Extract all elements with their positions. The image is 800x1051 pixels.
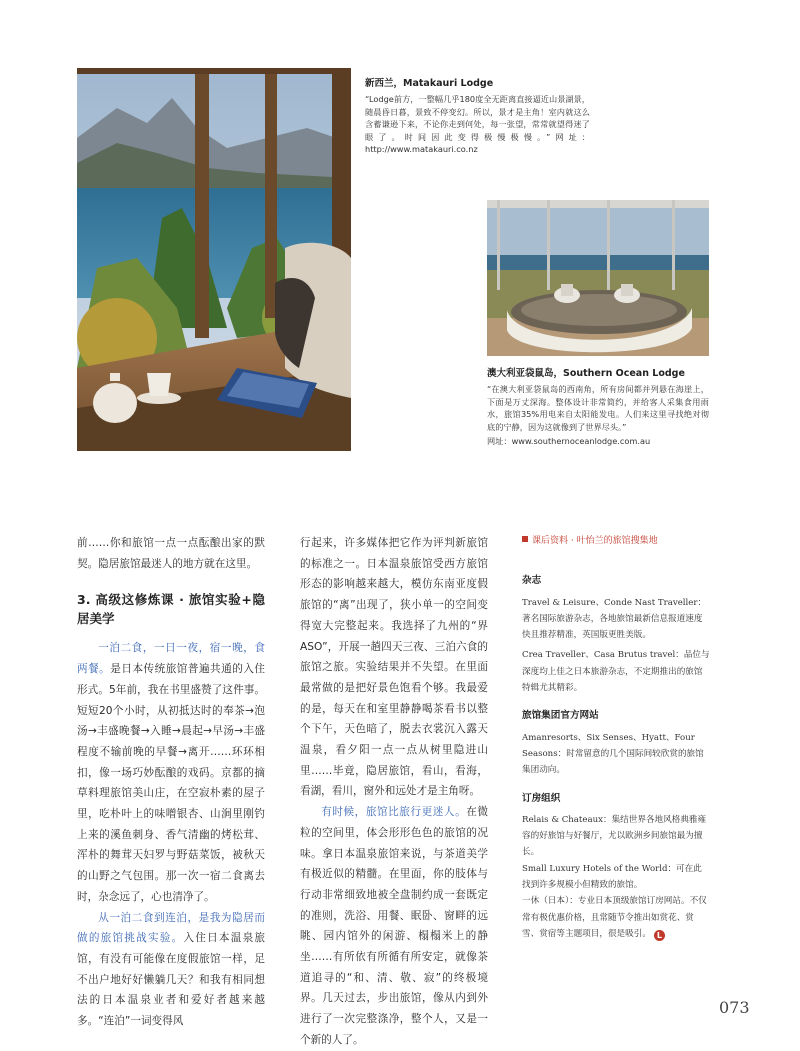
square-bullet-icon bbox=[522, 536, 528, 542]
paragraph-text: 入住日本温泉旅馆，有没有可能像在度假旅馆一样，足不出户地好好懒躺几天？和我有相同想法的日本温泉业者和爱好者越来越多。“连泊”一词变得风 bbox=[77, 932, 266, 1028]
lounge-illustration bbox=[487, 200, 709, 356]
paragraph bbox=[300, 802, 488, 1050]
caption-title: 澳大利亚袋鼠岛，Southern Ocean Lodge bbox=[487, 368, 685, 379]
article-column-1 bbox=[77, 533, 265, 1032]
caption-body: “Lodge前方，一整幅几乎180度全无距离直接逼近山景湖景，随晨昏日暮，景致不停变幻。所以，景才是主角！室内就这么含蓄谦逊下来，不论你走到何处，每一张望，常常就望得迷了眼了。时间因此变得极慢极慢。”网址：http://www.matakauri.co.nz bbox=[365, 94, 590, 155]
sidebar-item: Relais & Chateaux：集结世界各地风格典雅雍容的好旅馆与好餐厅，尤以欧洲乡间旅馆最为擅长。 bbox=[522, 814, 707, 858]
photo-southern-ocean-lodge bbox=[487, 200, 709, 356]
photo-matakauri-lodge bbox=[77, 68, 351, 451]
paragraph bbox=[77, 908, 265, 1032]
paragraph bbox=[77, 638, 265, 907]
highlight-text: 一泊二食，一日一夜，宿一晚，食两餐。 bbox=[77, 642, 265, 676]
paragraph-text: 是日本传统旅馆普遍共通的入住形式。5年前，我在书里盛赞了这件事。短短20个小时，从初抵达时的奉茶→泡汤→丰盛晚餐→入睡→晨起→早汤→丰盛程度不输前晚的早餐→离开……环环相扣，像一场巧妙酝酿的戏码。京都的摘草料理旅馆美山庄，在空寂朴素的屋子里，吃朴叶上的味噌银杏、山涧里刚钓上来的溪鱼刺身、香气清幽的烤松茸、浑朴的舞茸天妇罗与野菇菜饭，被秋天的山野之气包围。那一次一宿二食离去时，杂念远了，心也清净了。 bbox=[77, 663, 266, 903]
paragraph: 前……你和旅馆一点一点酝酿出家的默契。隐居旅馆最迷人的地方就在这里。 bbox=[77, 537, 265, 570]
caption-matakauri bbox=[365, 75, 590, 156]
sidebar-item: Small Luxury Hotels of the World：可在此找到许多规模小但精致的旅馆。 bbox=[522, 863, 702, 891]
section-heading: 3. 高级这修炼课 · 旅馆实验+隐居美学 bbox=[77, 592, 265, 627]
caption-southern-ocean bbox=[487, 365, 709, 448]
page-number: 073 bbox=[719, 998, 750, 1017]
sidebar-heading-booking: 订房组织 bbox=[522, 792, 561, 804]
sidebar-item: Crea Traveller、Casa Brutus travel：品位与深度均上佳之日本旅游杂志，不定期推出的旅馆特辑尤其精彩。 bbox=[522, 650, 710, 694]
sidebar-title: 课后资料 · 叶怡兰的旅馆搜集地 bbox=[522, 533, 710, 549]
sidebar-heading-hotel-groups: 旅馆集团官方网站 bbox=[522, 710, 599, 722]
article-column-2 bbox=[300, 533, 488, 1051]
paragraph: 行起来，许多媒体把它作为评判新旅馆的标准之一。日本温泉旅馆受西方旅馆形态的影响越来越大，模仿东南亚度假旅馆的“离”出现了，狭小单一的空间变得宽大完整起来。我选择了九州的“界ASO”，开展一趟四天三夜、三泊六食的旅馆之旅。实验结果并不失望。在里面最常做的是把好景色饱看个够。我最爱的是，每天在和室里静静喝茶看书以整个下午，天色暗了，脱去衣裳沉入露天温泉，看夕阳一点一点从树里隐进山里……毕竟，隐居旅馆，看山，看海，看湖，看川，窗外和远处才是主角呀。 bbox=[300, 537, 488, 798]
sidebar-item: Travel & Leisure、Conde Nast Traveller：著名国际旅游杂志，各地旅馆最新信息报道速度快且推荐精准，英国版更胜美版。 bbox=[522, 597, 707, 641]
highlight-text: 有时候，旅馆比旅行更迷人。 bbox=[321, 806, 467, 819]
end-mark-icon: L bbox=[654, 930, 665, 941]
sidebar-heading-magazines: 杂志 bbox=[522, 575, 542, 587]
sidebar-item: Amanresorts、Six Senses、Hyatt、Four Seasons：时常留意的几个国际间较欣赏的旅馆集团动向。 bbox=[522, 732, 704, 776]
paragraph-text: 在微粒的空间里，体会形形色色的旅馆的况味。拿日本温泉旅馆来说，与茶道美学有极近似的精髓。在里面，你的肢体与行动非常细致地被全盘制约成一套既定的准则，洗浴、用餐、眠卧、窗畔的远眺、园内馆外的闲游、榻榻米上的静坐……有所依有所循有所安定，就像茶道追寻的“和、清、敬、寂”的终极境界。几天过去，步出旅馆，像从内到外进行了一次完整涤净，整个人，又是一个新的人了。 bbox=[300, 806, 489, 1046]
caption-title: 新西兰，Matakauri Lodge bbox=[365, 78, 494, 89]
lake-view-illustration bbox=[77, 68, 351, 451]
sidebar-item: 一休（日本）：专业日本顶级旅馆订房网站。不仅常有极优惠价格，且常随节令推出如赏花、赏雪、赏宿等主题项目，很是吸引。 L bbox=[522, 896, 707, 940]
caption-url: 网址：www.southernoceanlodge.com.au bbox=[487, 436, 651, 447]
caption-body: “在澳大利亚袋鼠岛的西南角，所有房间都并列悬在海崖上，下面是万丈深海。整体设计非常简约，并给客人采集食用雨水，旅馆35%用电来自太阳能发电。人们来这里寻找绝对彻底的宁静，因为这就像到了世界尽头。” bbox=[487, 384, 709, 432]
highlight-text: 从一泊二食到连泊，是我为隐居而做的旅馆挑战实验。 bbox=[77, 911, 265, 945]
sidebar-resources bbox=[522, 533, 710, 942]
